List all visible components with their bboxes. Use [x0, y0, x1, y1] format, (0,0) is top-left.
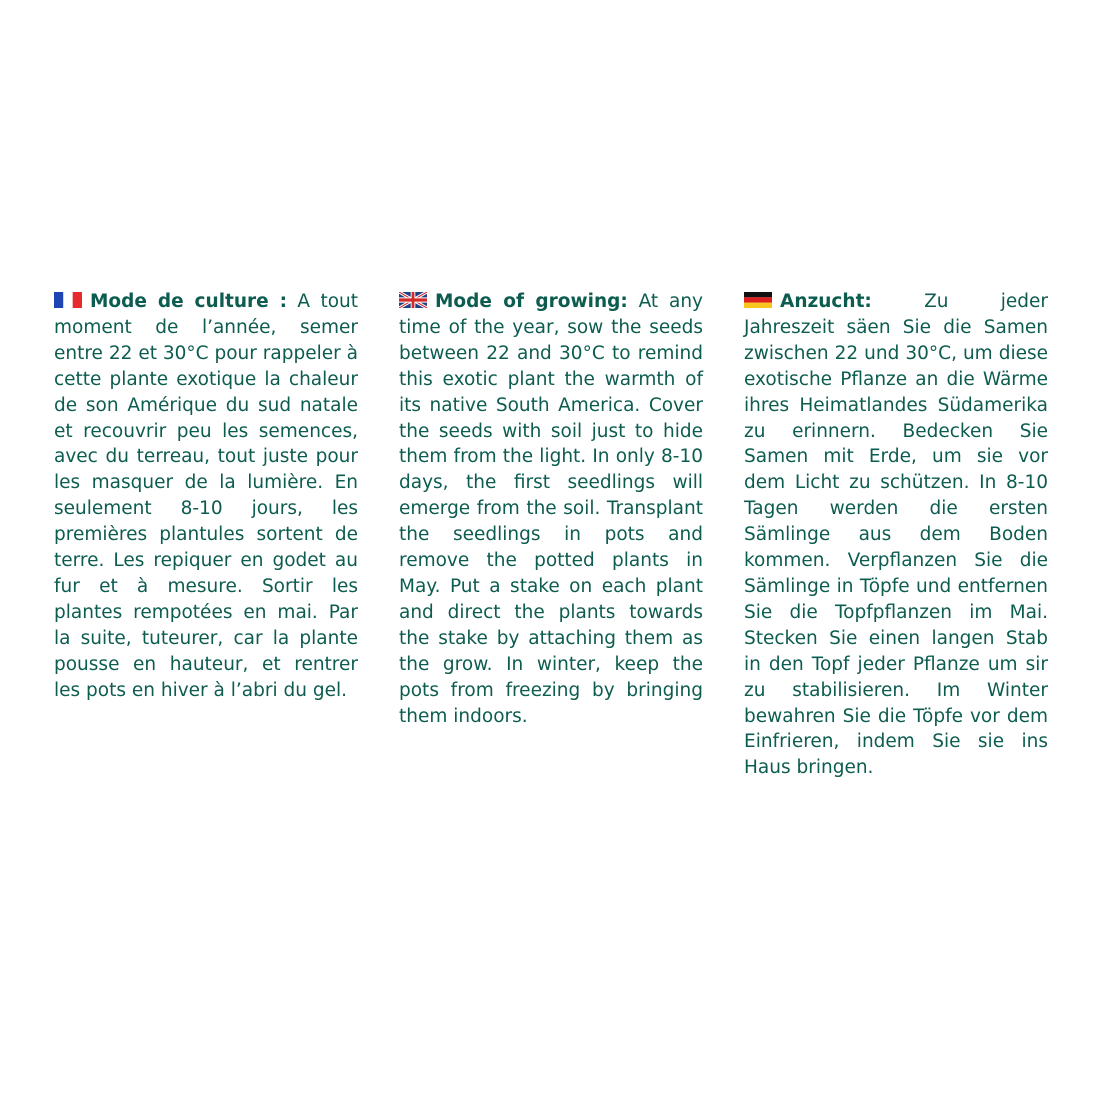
- english-body: At any time of the year, sow the seeds between 22 and 30°C to remind this exotic plant the warmth of its native South America. Cover the seeds with soil just to hide them from the light. In only 8-10 days, the first seedlings will emerge from the soil. Transplant the seedlings in pots and remove the potted plants in May. Put a stake on each plant and direct the plants towards the stake by attaching them as the grow. In winter, keep the pots from freezing by bringing them indoors.: [399, 291, 704, 727]
- french-instructions: [54, 289, 358, 704]
- german-body: Zu jeder Jahreszeit säen Sie die Samen zwischen 22 und 30°C, um diese exotische Pflanze an die Wärme ihres Heimatlandes Südamerika zu erinnern. Bedecken Sie Samen mit Erde, um sie vor dem Licht zu schützen. In 8-10 Tagen werden die ersten Sämlinge aus dem Boden kommen. Verpflanzen Sie die Sämlinge in Töpfe und entfernen Sie die Topfpflanzen im Mai. Stecken Sie einen langen Stab in den Topf jeder Pflanze um sir zu stabilisieren. Im Winter bewahren Sie die Töpfe vor dem Einfrieren, indem Sie sie ins Haus bringen.: [744, 291, 1048, 779]
- german-heading: Anzucht:: [780, 291, 872, 312]
- germany-flag-icon: [744, 292, 772, 308]
- french-heading: Mode de culture :: [90, 291, 288, 312]
- english-heading: Mode of growing:: [435, 291, 628, 312]
- german-instructions: [744, 289, 1048, 781]
- france-flag-icon: [54, 292, 82, 308]
- uk-flag-icon: [399, 292, 427, 308]
- english-instructions: [399, 289, 703, 729]
- french-body: A tout moment de l’année, semer entre 22 et 30°C pour rappeler à cette plante exotique la chaleur de son Amérique du sud natale et recouvrir peu les semences, avec du terreau, tout juste pour les masquer de la lumière. En seulement 8-10 jours, les premières plantules sortent de terre. Les repiquer en godet au fur et à mesure. Sortir les plantes rempotées en mai. Par la suite, tuteurer, car la plante pousse en hauteur, et rentrer les pots en hiver à l’abri du gel.: [54, 291, 358, 701]
